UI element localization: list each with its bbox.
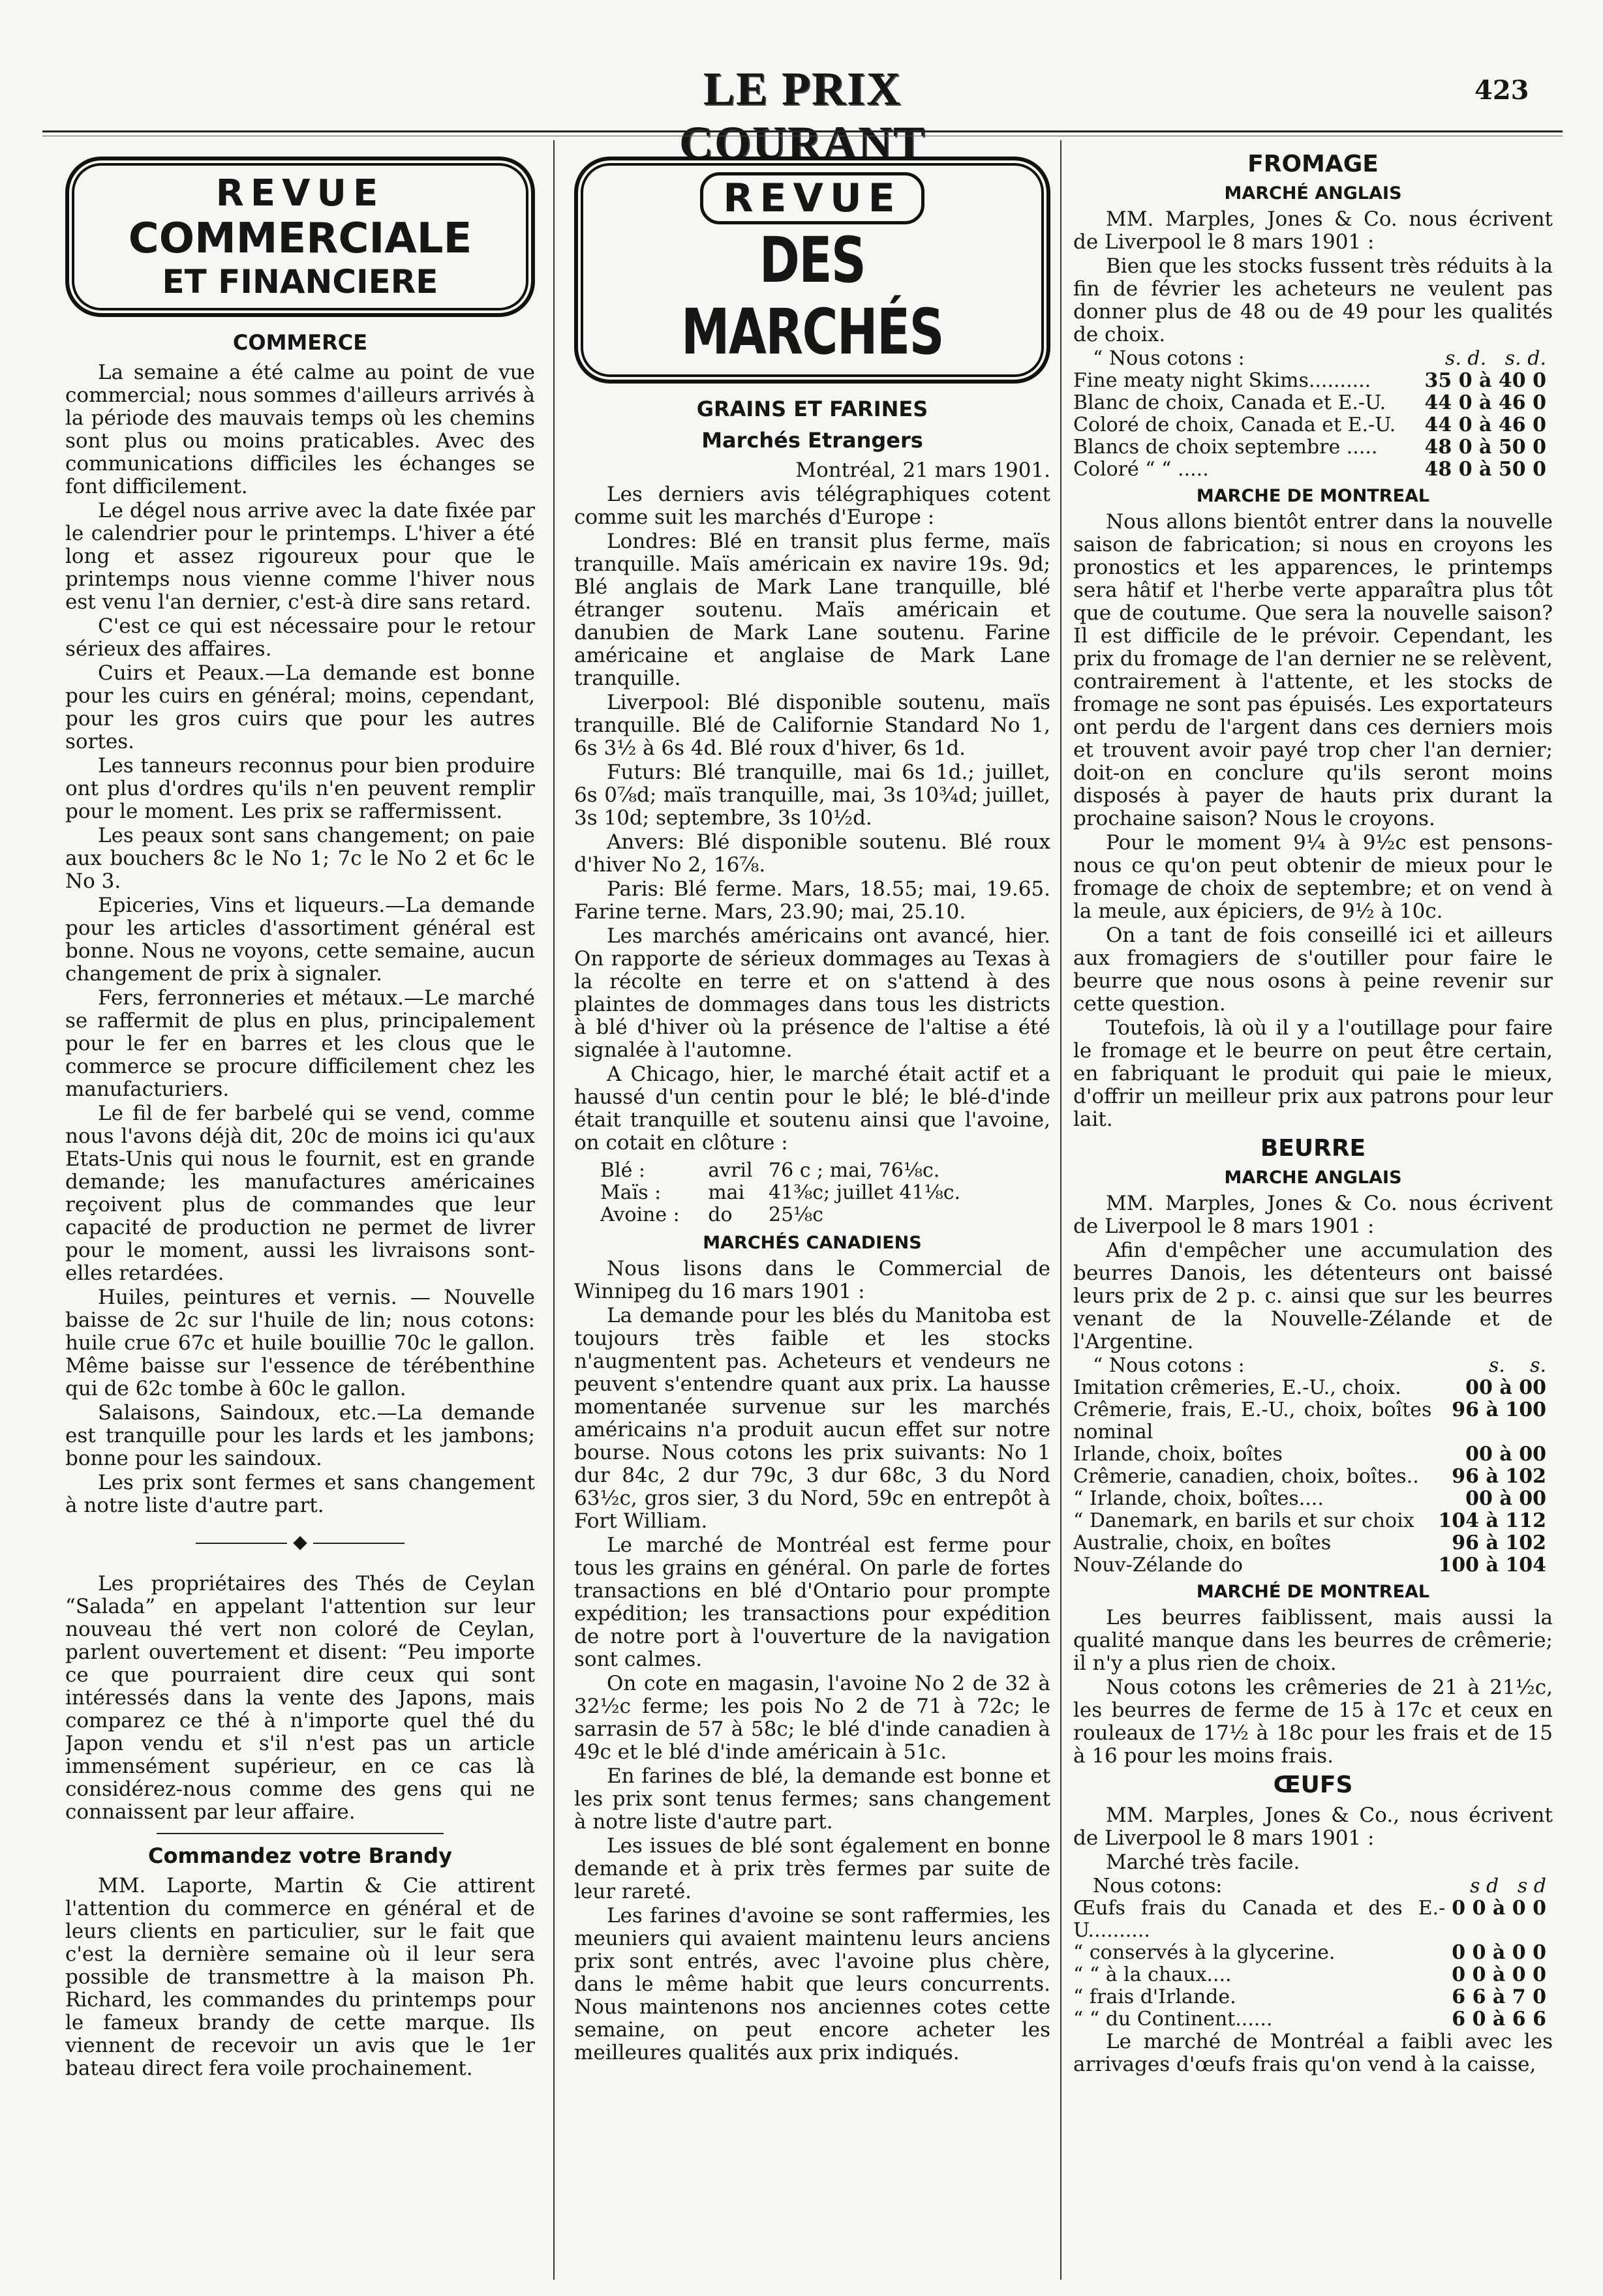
cell: Imitation crêmeries, E.-U., choix. <box>1073 1376 1401 1399</box>
cell <box>1452 1875 1553 1897</box>
cell: 44 0 à 46 0 <box>1424 414 1546 436</box>
table-row <box>1073 1897 1553 1942</box>
table-row <box>1073 1964 1553 1986</box>
cell: avril <box>708 1159 753 1182</box>
cell: 00 à 00 <box>1465 1487 1546 1510</box>
cell <box>1438 1355 1553 1377</box>
col-head: s d <box>1517 1875 1546 1897</box>
col-head: s d <box>1470 1875 1499 1897</box>
table-row <box>600 1204 1029 1226</box>
paragraph: Marché très facile. <box>1106 1850 1300 1874</box>
cell: Œufs frais du Canada et des E.-U.......... <box>1073 1897 1446 1942</box>
cell: 35 0 à 40 0 <box>1424 369 1546 392</box>
cell: 6 0 à 6 6 <box>1452 2008 1546 2031</box>
cell: Irlande, choix, boîtes <box>1073 1443 1283 1466</box>
cell: “ frais d'Irlande. <box>1073 1986 1236 2008</box>
cell: Coloré “ “ ..... <box>1073 458 1209 481</box>
paragraph: Les tanneurs reconnus pour bien produire ont plus d'ordres qu'ils n'en peuvent remplir pour le moment. Les prix se raffermissent. <box>65 754 535 823</box>
table-row <box>1073 436 1553 459</box>
page-number: 423 <box>1474 75 1529 106</box>
table-row <box>1073 2008 1553 2031</box>
section-title-fromage: FROMAGE <box>1247 151 1379 177</box>
table-row <box>1073 1986 1553 2008</box>
table-row <box>1073 1532 1553 1554</box>
table-row <box>600 1160 1029 1182</box>
cell: “ Irlande, choix, boîtes.... <box>1073 1487 1324 1510</box>
table-row <box>1073 1942 1553 1964</box>
cell: “ “ du Continent...... <box>1073 2008 1273 2031</box>
paragraph: Les peaux sont sans changement; on paie aux bouchers 8c le No 1; 7c le No 2 et 6c le No 3. <box>65 824 535 893</box>
banner-line: REVUE <box>700 172 924 224</box>
banner-line: DES MARCHÉS <box>681 224 943 369</box>
chicago-quotes-table <box>600 1160 1029 1226</box>
paragraph: Huiles, peintures et vernis. — Nouvelle baisse de 2c sur l'huile de lin; nous cotons: huile crue 67c et huile bouillie 70c le gallon. Même baisse sur l'essence de térébenthine qui de 62c tombe à 60c le gallon. <box>65 1286 535 1400</box>
cell: 00 à 00 <box>1465 1443 1546 1466</box>
subtitle-marche-anglais: MARCHE ANGLAIS <box>1224 1168 1402 1188</box>
cell: “ Danemark, en barils et sur choix <box>1073 1509 1414 1532</box>
paragraph: En farines de blé, la demande est bonne et les prix sont tenus fermes; sans changement à notre liste d'autre part. <box>574 1764 1050 1834</box>
table-row <box>1073 1377 1553 1399</box>
cell: 96 à 102 <box>1452 1465 1546 1488</box>
col-head: s. d. <box>1444 347 1487 370</box>
cell: Blancs de choix septembre ..... <box>1073 436 1378 459</box>
cell: 48 0 à 50 0 <box>1424 436 1546 459</box>
paragraph: Le marché de Montréal a faibli avec les arrivages d'œufs frais qu'on vend à la caisse, <box>1073 2030 1553 2076</box>
table-row <box>1073 1399 1553 1443</box>
cell: Blanc de choix, Canada et E.-U. <box>1073 391 1386 414</box>
cell: 25⅛c <box>769 1203 824 1226</box>
table-row <box>1073 1554 1553 1577</box>
column-separator <box>553 140 555 2280</box>
divider <box>157 1833 444 1834</box>
column-right <box>1073 147 1553 2280</box>
paragraph: Liverpool: Blé disponible soutenu, maïs tranquille. Blé de Californie Standard No 1, 6s 3½ à 6s 4d. Blé roux d'hiver, 6s 1d. <box>574 691 1050 760</box>
column-separator <box>1060 140 1061 2280</box>
column-middle <box>574 147 1050 2280</box>
cell: 76 c ; mai, 76⅛c. <box>769 1159 940 1182</box>
beurre-quotes-table <box>1073 1355 1553 1577</box>
cell: “ conservés à la glycerine. <box>1073 1941 1336 1964</box>
paragraph: Anvers: Blé disponible soutenu. Blé roux d'hiver No 2, 16⅞. <box>574 830 1050 877</box>
cell: 96 à 102 <box>1452 1532 1546 1554</box>
paragraph: A Chicago, hier, le marché était actif et a haussé d'un centin pour le blé; le blé-d'inde était tranquille et soutenu ainsi que l'avoine, on cotait en clôture : <box>574 1063 1050 1155</box>
section-title-brandy: Commandez votre Brandy <box>148 1843 452 1868</box>
paragraph: On a tant de fois conseillé ici et ailleurs aux fromagiers de s'outiller pour faire le beurre que nous osons à peine revenir sur cette question. <box>1073 924 1553 1016</box>
section-title-oeufs: ŒUFS <box>1273 1772 1353 1798</box>
fromage-quotes-table <box>1073 348 1553 481</box>
paragraph: Afin d'empêcher une accumulation des beurres Danois, les détenteurs ont baissé leurs prix de 2 p. c. ainsi que sur les beurres venant de la Nouvelle-Zélande et de l'Argentine. <box>1073 1239 1553 1353</box>
table-row <box>1073 1443 1553 1466</box>
paragraph: MM. Marples, Jones & Co. nous écrivent de Liverpool le 8 mars 1901 : <box>1073 207 1553 254</box>
cell: “ Nous cotons : <box>1093 347 1245 370</box>
paragraph: Le fil de fer barbelé qui se vend, comme nous l'avons déjà dit, 20c de moins ici qu'aux Etats-Unis qui nous le fournit, est en grande demande; les manufactures américaines reçoivent plus de commandes que leur capacité de production ne permet de livrer pour le moment, aussi les livraisons sont-elles retardées. <box>65 1102 535 1285</box>
table-row <box>1073 1488 1553 1510</box>
section-title-beurre: BEURRE <box>1260 1135 1366 1162</box>
cell: Nous cotons: <box>1093 1875 1223 1897</box>
cell: 0 0 à 0 0 <box>1452 1963 1546 1986</box>
table-header-row <box>1073 1875 1553 1897</box>
cell: Crêmerie, canadien, choix, boîtes.. <box>1073 1465 1419 1488</box>
cell: 0 0 à 0 0 <box>1452 1941 1546 1964</box>
cell: Blé : <box>600 1159 646 1182</box>
paragraph: C'est ce qui est nécessaire pour le retour sérieux des affaires. <box>65 614 535 661</box>
paragraph: Les derniers avis télégraphiques cotent comme suit les marchés d'Europe : <box>574 483 1050 529</box>
section-title-grains: GRAINS ET FARINES <box>696 397 928 421</box>
cell: mai <box>708 1181 745 1204</box>
table-row <box>600 1182 1029 1204</box>
cell: 96 à 100 <box>1452 1398 1546 1421</box>
table-row <box>1073 370 1553 392</box>
table-row <box>1073 1466 1553 1488</box>
cell: Crêmerie, frais, E.-U., choix, boîtes nominal <box>1073 1398 1432 1443</box>
cell: do <box>708 1203 733 1226</box>
paragraph: Bien que les stocks fussent très réduits à la fin de février les acheteurs ne veulent pas donner plus de 48 ou de 49 pour les qualités de choix. <box>1073 254 1553 346</box>
banner-line: ET FINANCIERE <box>162 263 438 301</box>
oeufs-quotes-table <box>1073 1875 1553 2031</box>
cell: Fine meaty night Skims.......... <box>1073 369 1371 392</box>
paragraph: Futurs: Blé tranquille, mai 6s 1d.; juillet, 6s 0⅞d; maïs tranquille, mai, 3s 10¾d; juillet, 3s 10d; septembre, 3s 10½d. <box>574 761 1050 830</box>
paragraph-salada: Les propriétaires des Thés de Ceylan “Salada” en appelant l'attention sur leur nouveau thé vert non coloré de Ceylan, parlent ouvertement et disent: “Peu importe ce que pourraient dire ceux qui sont intéressés dans la vente des Japons, mais comparez ce thé à n'importe quel thé du Japon vendu et s'il n'est pas un article immensément supérieur, en ce cas là considérez-nous comme des gens qui ne connaissent par leur affaire. <box>65 1572 535 1824</box>
banner-line: COMMERCIALE <box>128 215 472 263</box>
top-rule <box>42 130 1563 132</box>
paragraph: Les prix sont fermes et sans changement à notre liste d'autre part. <box>65 1471 535 1517</box>
subtitle-marche-montreal: MARCHE DE MONTREAL <box>1196 486 1430 506</box>
table-row <box>1073 414 1553 436</box>
section-title-commerce: COMMERCE <box>232 330 368 355</box>
col-head: s. <box>1530 1354 1546 1377</box>
paragraph: La demande pour les blés du Manitoba est toujours très faible et les stocks n'augmentent pas. Acheteurs et vendeurs ne peuvent s'entendre quant aux prix. La hausse momentanée survenue sur les marchés américains n'a produit aucun effet sur notre bourse. Nous cotons les prix suivants: No 1 dur 84c, 2 dur 79c, 3 dur 68c, 3 du Nord 63½c, gros sier, 3 du Nord, 59c en entrepôt à Fort William. <box>574 1304 1050 1533</box>
paragraph: La semaine a été calme au point de vue commercial; nous sommes d'ailleurs arrivés à la période des mauvais temps où les chemins sont plus ou moins praticables. Avec des communications difficiles les échanges se font difficilement. <box>65 361 535 498</box>
banner-revue-des-marches <box>574 157 1050 384</box>
cell: Australie, choix, en boîtes <box>1073 1532 1332 1554</box>
col-head: s. <box>1488 1354 1505 1377</box>
paragraph: Fers, ferronneries et métaux.—Le marché se raffermit de plus en plus, principalement pour le fer en barres et les clous que le commerce se procure difficilement chez les manufacturiers. <box>65 986 535 1101</box>
paragraph: MM. Marples, Jones & Co., nous écrivent de Liverpool le 8 mars 1901 : <box>1073 1804 1553 1850</box>
cell: 0 0 à 0 0 <box>1452 1897 1546 1920</box>
ornament-divider: ◆ <box>65 1530 535 1553</box>
table-header-row <box>1073 348 1553 370</box>
table-row <box>1073 392 1553 414</box>
cell: “ Nous cotons : <box>1093 1354 1245 1377</box>
paragraph: Les marchés américains ont avancé, hier. On rapporte de sérieux dommages au Texas à la récolte en terre et on s'attend à des plaintes de dommages dans tous les districts à blé d'hiver où la présence de l'altise a été signalée à l'automne. <box>574 924 1050 1062</box>
table-row <box>1073 459 1553 481</box>
cell: 48 0 à 50 0 <box>1424 458 1546 481</box>
cell: 44 0 à 46 0 <box>1424 391 1546 414</box>
cell: 41⅜c; juillet 41⅛c. <box>769 1181 961 1204</box>
cell: 100 à 104 <box>1438 1554 1546 1577</box>
paragraph: Epiceries, Vins et liqueurs.—La demande pour les articles d'assortiment général est bonne. Nous ne voyons, cette semaine, aucun changement de prix à signaler. <box>65 894 535 986</box>
table-row <box>1073 1510 1553 1532</box>
paragraph: Le dégel nous arrive avec la date fixée par le calendrier pour le printemps. L'hiver a été long et assez rigoureux pour que le printemps nous vienne comme l'hiver nous est venu l'an dernier, c'est-à dire sans retard. <box>65 499 535 614</box>
banner-revue-commerciale <box>65 157 535 317</box>
paragraph: Salaisons, Saindoux, etc.—La demande est tranquille pour les lards et les jambons; bonne pour les saindoux. <box>65 1401 535 1470</box>
cell: “ “ à la chaux.... <box>1073 1963 1232 1986</box>
dateline: Montréal, 21 mars 1901. <box>795 459 1050 482</box>
cell: Nouv-Zélande do <box>1073 1554 1243 1577</box>
cell: Maïs : <box>600 1181 662 1204</box>
paragraph: Les farines d'avoine se sont raffermies, les meuniers qui avaient maintenu leurs anciens prix sont entrés, avec l'avoine plus chère, dans le même habit que leurs concurrents. Nous maintenons nos anciennes cotes cette semaine, on peut encore acheter les meilleures qualités aux prix indiqués. <box>574 1904 1050 2064</box>
paragraph: Les issues de blé sont également en bonne demande et à prix très fermes par suite de leur rareté. <box>574 1834 1050 1903</box>
cell: Coloré de choix, Canada et E.-U. <box>1073 414 1396 436</box>
masthead-logo: LE PRIX COURANT <box>679 63 926 169</box>
paragraph: MM. Marples, Jones & Co. nous écrivent de Liverpool le 8 mars 1901 : <box>1073 1192 1553 1238</box>
subtitle-marche-montreal: MARCHÉ DE MONTREAL <box>1196 1582 1430 1602</box>
paragraph-brandy: MM. Laporte, Martin & Cie attirent l'attention du commerce en général et de leurs clients en particulier, sur le fait que c'est la dernière semaine où il leur sera possible de transmettre à la maison Ph. Richard, les commandes du printemps pour le fameux brandy de cette marque. Ils viennent de recevoir un avis que le 1er bateau direct fera voile prochainement. <box>65 1874 535 2080</box>
paragraph: Nous cotons les crêmeries de 21 à 21½c, les beurres de ferme de 15 à 17c et ceux en rouleaux de 17½ à 18c pour les frais et de 15 à 16 pour les moins frais. <box>1073 1676 1553 1768</box>
paragraph: Cuirs et Peaux.—La demande est bonne pour les cuirs en général; moins, cependant, pour les gros cuirs que pour les autres sortes. <box>65 661 535 753</box>
cell: 6 6 à 7 0 <box>1452 1986 1546 2008</box>
banner-line: REVUE <box>215 172 385 215</box>
paragraph: Pour le moment 9¼ à 9½c est pensons-nous ce qu'on peut obtenir de mieux pour le fromage de choix de septembre; et on vend à la meule, aux épiciers, de 9½ à 10c. <box>1073 831 1553 923</box>
paragraph: Nous allons bientôt entrer dans la nouvelle saison de fabrication; si nous en croyons les pronostics et les apparences, le printemps sera hâtif et l'herbe verte apparaîtra plus tôt que de coutume. Que sera la nouvelle saison? Il est difficile de le prévoir. Cependant, les prix du fromage de l'an dernier ne se relèvent, contrairement à l'attente, et les stocks de fromage ne sont pas épuisés. Les exportateurs ont perdu de l'argent dans ces derniers mois et trouvent avoir payé trop cher l'an dernier; doit-on en conclure qu'ils seront moins disposés à payer de hauts prix durant la prochaine saison? Nous le croyons. <box>1073 510 1553 830</box>
paragraph: On cote en magasin, l'avoine No 2 de 32 à 32½c ferme; les pois No 2 de 71 à 72c; le sarrasin de 57 à 58c; le blé d'inde canadien à 49c et le blé d'inde américain à 51c. <box>574 1672 1050 1764</box>
paragraph: Paris: Blé ferme. Mars, 18.55; mai, 19.65. Farine terne. Mars, 23.90; mai, 25.10. <box>574 877 1050 924</box>
subtitle-marches-etrangers: Marchés Etrangers <box>701 428 923 453</box>
subtitle-marche-anglais: MARCHÉ ANGLAIS <box>1224 183 1402 204</box>
paragraph: Le marché de Montréal est ferme pour tous les grains en général. On parle de fortes transactions en blé d'Ontario pour prompte expédition; les transactions pour expédition de notre port à l'ouverture de la navigation sont calmes. <box>574 1533 1050 1671</box>
table-header-row <box>1073 1355 1553 1377</box>
paragraph: Nous lisons dans le Commercial de Winnipeg du 16 mars 1901 : <box>574 1257 1050 1303</box>
cell <box>1418 348 1553 370</box>
cell: Avoine : <box>600 1203 680 1226</box>
section-title-marches-canadiens: MARCHÉS CANADIENS <box>703 1233 922 1253</box>
col-head: s. d. <box>1504 347 1546 370</box>
cell: 104 à 112 <box>1438 1509 1546 1532</box>
column-left <box>65 147 535 2280</box>
paragraph: Les beurres faiblissent, mais aussi la qualité manque dans les beurres de crêmerie; il n'y a plus rien de choix. <box>1073 1606 1553 1675</box>
paragraph: Toutefois, là où il y a l'outillage pour faire le fromage et le beurre on peut être certain, en fabriquant le produit qui paie le mieux, d'offrir un meilleur prix aux patrons pour leur lait. <box>1073 1016 1553 1131</box>
cell: 00 à 00 <box>1465 1376 1546 1399</box>
paragraph: Londres: Blé en transit plus ferme, maïs tranquille. Maïs américain ex navire 19s. 9d; Blé anglais de Mark Lane tranquille, blé étranger soutenu. Maïs américain et danubien de Mark Lane soutenu. Farine américaine et anglaise de Mark Lane tranquille. <box>574 530 1050 690</box>
